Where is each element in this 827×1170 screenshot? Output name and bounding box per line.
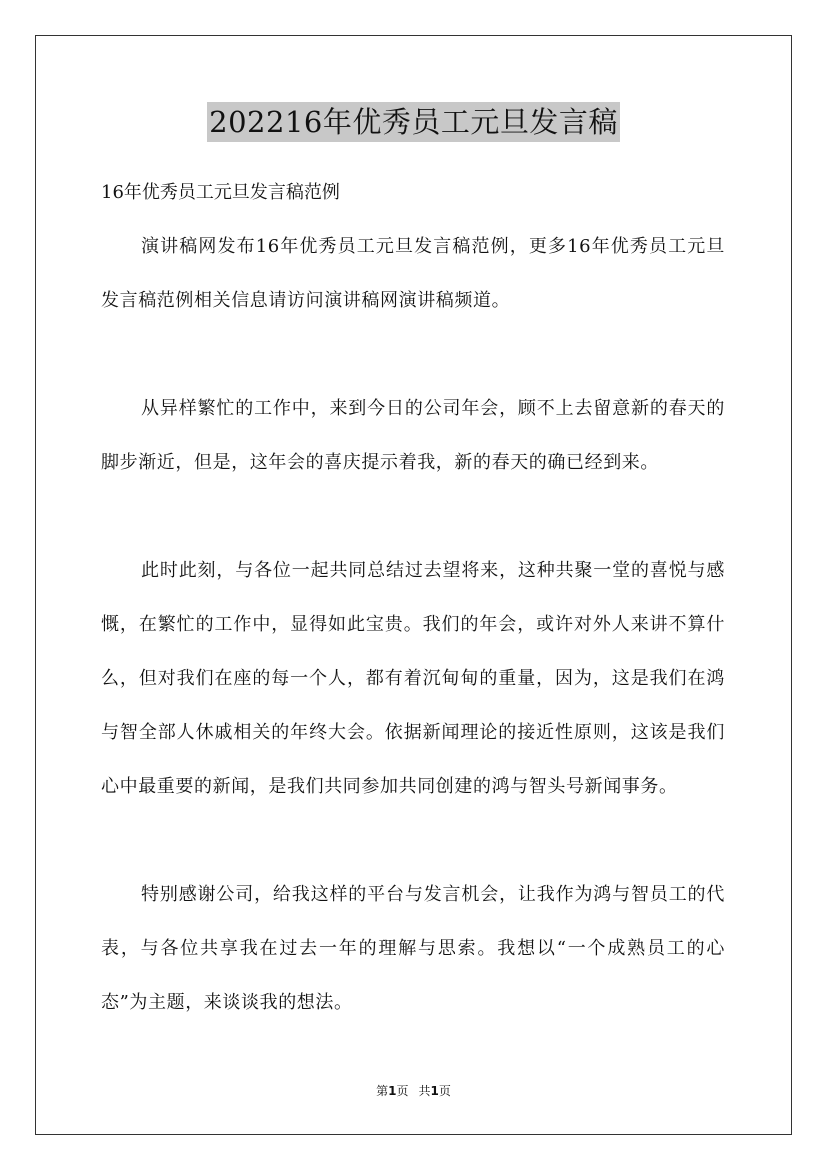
document-subtitle: 16年优秀员工元旦发言稿范例 bbox=[101, 182, 340, 203]
paragraph-opening: 从异样繁忙的工作中，来到今日的公司年会，顾不上去留意新的春天的脚步渐近，但是，这年会的喜庆提示着我，新的春天的确已经到来。 bbox=[101, 398, 725, 473]
paragraph-reflection: 此时此刻，与各位一起共同总结过去望将来，这种共聚一堂的喜悦与感慨，在繁忙的工作中，显得如此宝贵。我们的年会，或许对外人来讲不算什么，但对我们在座的每一个人，都有着沉甸甸的重量，因为，这是我们在鸿与智全部人休戚相关的年终大会。依据新闻理论的接近性原则，这该是我们心中最重要的新闻，是我们共同参加共同创建的鸿与智头号新闻事务。 bbox=[101, 560, 725, 797]
paragraph-intro: 演讲稿网发布16年优秀员工元旦发言稿范例，更多16年优秀员工元旦发言稿范例相关信息请访问演讲稿网演讲稿频道。 bbox=[101, 236, 725, 311]
title-container bbox=[0, 102, 827, 142]
paragraph-thanks: 特别感谢公司，给我这样的平台与发言机会，让我作为鸿与智员工的代表，与各位共享我在过去一年的理解与思索。我想以“一个成熟员工的心态”为主题，来谈谈我的想法。 bbox=[101, 884, 725, 1013]
page-footer bbox=[0, 1083, 827, 1099]
total-pages: 1 bbox=[430, 1084, 439, 1098]
total-label-prefix: 共 bbox=[418, 1084, 431, 1098]
page-label-prefix: 第 bbox=[376, 1084, 389, 1098]
page-label-suffix: 页 bbox=[396, 1084, 409, 1098]
total-label-suffix: 页 bbox=[438, 1084, 451, 1098]
page-number: 1 bbox=[388, 1084, 397, 1098]
document-title: 202216年优秀员工元旦发言稿 bbox=[207, 102, 620, 142]
